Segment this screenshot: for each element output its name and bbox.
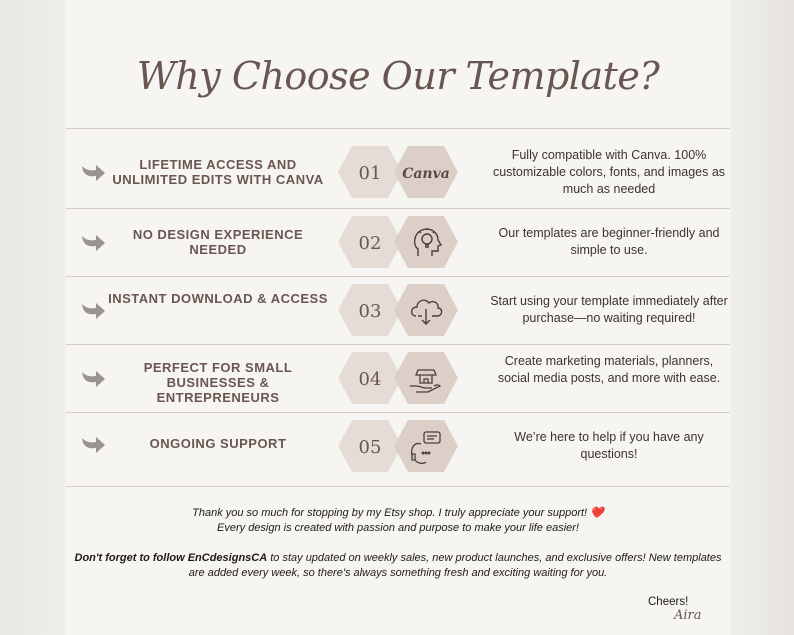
number-hexagon	[338, 420, 402, 472]
feature-description: Fully compatible with Canva. 100% customizable colors, fonts, and images as much as needed	[492, 148, 726, 196]
feature-description: Start using your template immediately after purchase—no waiting required!	[490, 294, 728, 325]
number-hexagon	[338, 284, 402, 336]
signature: Aira	[674, 608, 702, 623]
background-left	[0, 0, 66, 635]
canva-logo-text: Canva	[402, 166, 450, 182]
feature-row-2	[66, 208, 730, 276]
headset-chat-icon	[394, 420, 458, 472]
feature-heading: ONGOING SUPPORT	[149, 436, 287, 451]
curved-arrow-icon	[80, 368, 106, 390]
canva-logo-icon	[394, 146, 458, 198]
passion-line: Every design is created with passion and purpose to make your life easier!	[217, 522, 579, 534]
feature-heading: LIFETIME ACCESS AND UNLIMITED EDITS WITH CANVA	[112, 157, 324, 187]
feature-description: We’re here to help if you have any questions!	[514, 430, 704, 461]
footer-message	[66, 506, 730, 581]
feature-row-4	[66, 344, 730, 412]
feature-number: 02	[358, 233, 382, 254]
feature-heading: PERFECT FOR SMALL BUSINESSES & ENTREPRENEURS	[143, 360, 293, 405]
info-card	[66, 0, 730, 635]
cheers-text: Cheers!	[648, 596, 689, 608]
curved-arrow-icon	[80, 434, 106, 456]
feature-description: Our templates are beginner-friendly and simple to use.	[498, 226, 720, 257]
follow-shop-name: Don't forget to follow EnCdesignsCA	[74, 552, 268, 564]
feature-row-3	[66, 276, 730, 344]
number-hexagon	[338, 146, 402, 198]
feature-row-1	[66, 138, 730, 206]
heart-emoji: ❤️	[590, 507, 604, 519]
feature-number: 05	[358, 437, 382, 458]
number-hexagon	[338, 352, 402, 404]
hand-store-icon	[394, 352, 458, 404]
feature-heading: NO DESIGN EXPERIENCE NEEDED	[132, 227, 304, 257]
head-lightbulb-icon	[394, 216, 458, 268]
curved-arrow-icon	[80, 300, 106, 322]
follow-paragraph: Don't forget to follow EnCdesignsCA to stay updated on weekly sales, new product launches, and exclusive offers! New templates are added every week, so there's always something fresh and exciting waiting for you.	[74, 552, 722, 579]
background-right	[730, 0, 794, 635]
curved-arrow-icon	[80, 162, 106, 184]
feature-heading: INSTANT DOWNLOAD & ACCESS	[108, 291, 328, 306]
divider	[66, 128, 730, 129]
curved-arrow-icon	[80, 232, 106, 254]
feature-number: 04	[358, 369, 382, 390]
feature-description: Create marketing materials, planners, social media posts, and more with ease.	[497, 354, 721, 385]
page-title: Why Choose Our Template?	[136, 54, 660, 98]
feature-number: 03	[358, 301, 382, 322]
feature-row-5	[66, 412, 730, 480]
number-hexagon	[338, 216, 402, 268]
cloud-download-icon	[394, 284, 458, 336]
divider	[66, 486, 730, 487]
thanks-line: Thank you so much for stopping by my Etsy shop. I truly appreciate your support! ❤️	[192, 507, 604, 519]
feature-number: 01	[358, 163, 382, 184]
